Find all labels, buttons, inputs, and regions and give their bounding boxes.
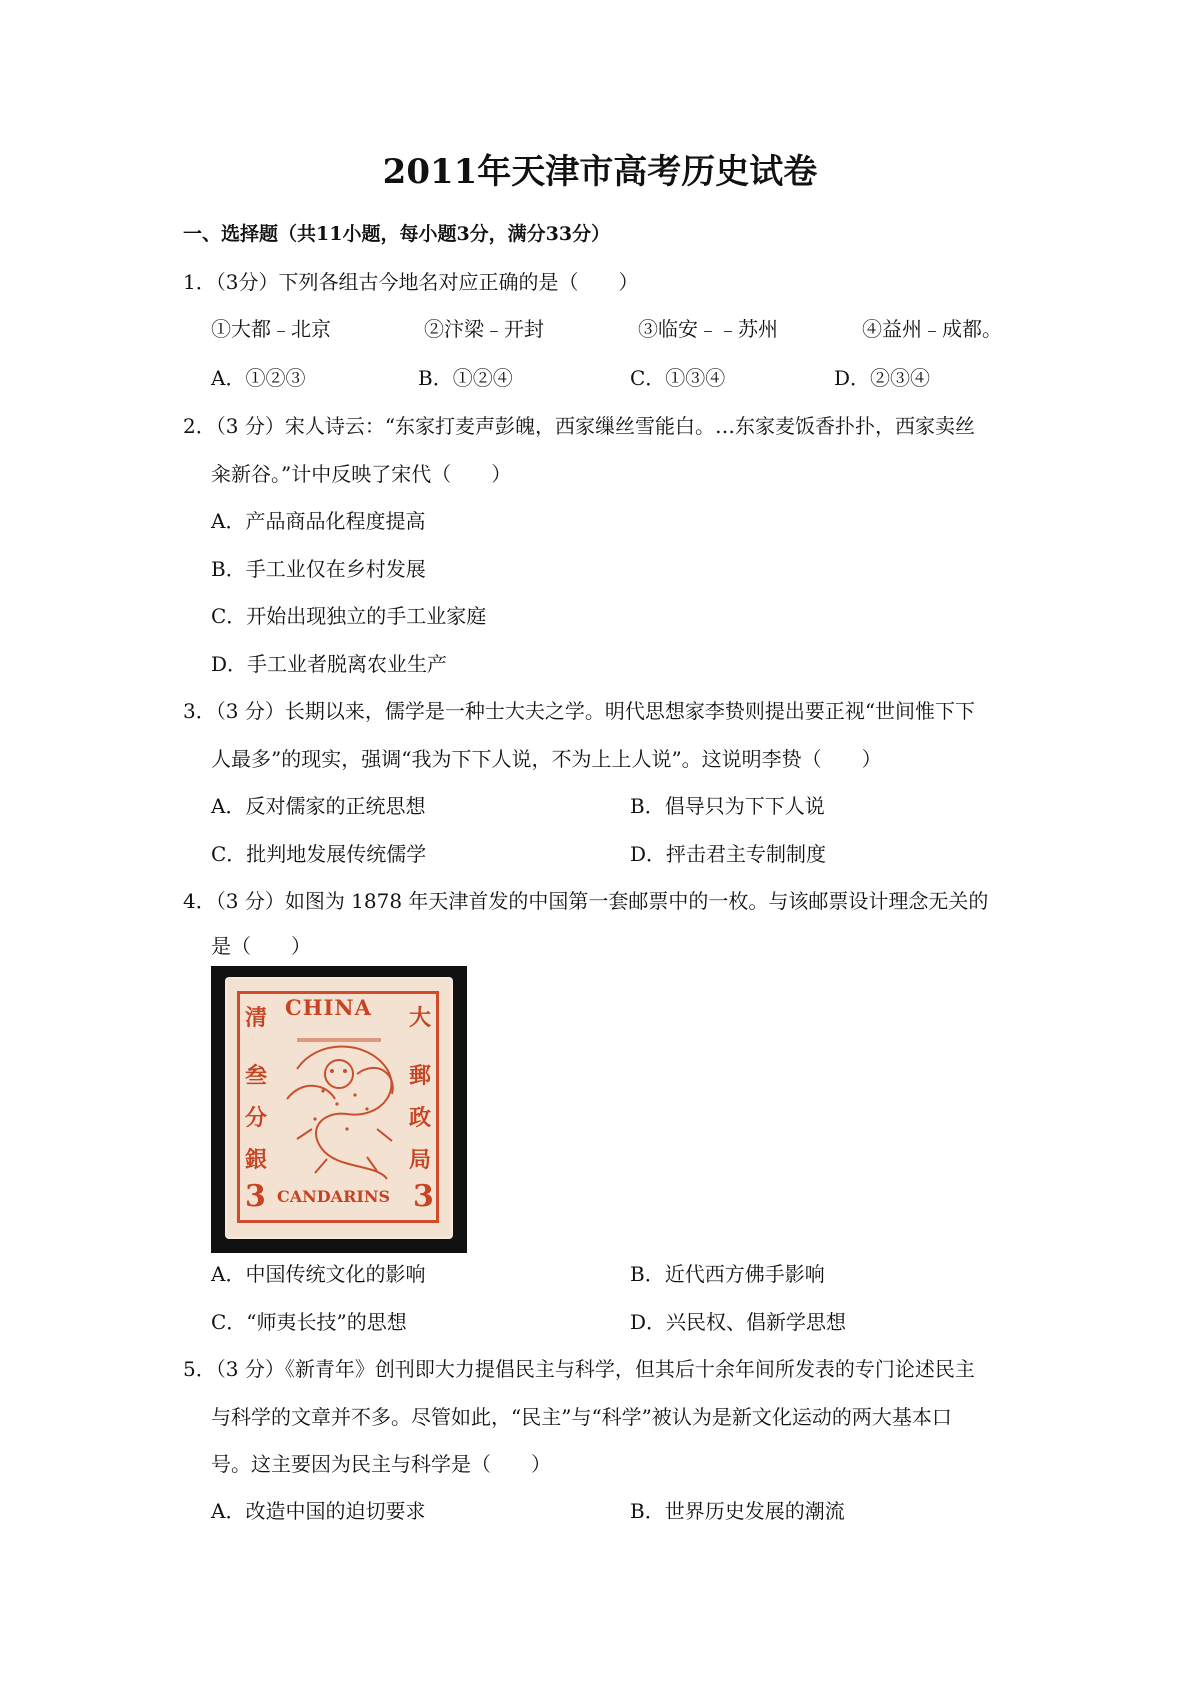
- question-number: 2．: [183, 414, 216, 438]
- q5-stem-continued-2: 号。这主要因为民主与科学是（ ）: [211, 1452, 551, 1476]
- q2-option-a[interactable]: A．产品商品化程度提高: [211, 509, 426, 533]
- question-stem: （3 分）长期以来，儒学是一种士大夫之学。明代思想家李贽则提出要正视“世间惟下下: [215, 699, 976, 723]
- question-5: [183, 1355, 975, 1383]
- question-number: 1．: [183, 270, 216, 294]
- q1-item-3: ③临安﹣﹣苏州: [638, 317, 778, 341]
- stamp-value-right: 3: [413, 1179, 434, 1214]
- q4-stem-continued: 是（ ）: [211, 934, 311, 958]
- q2-option-d[interactable]: D．手工业者脱离农业生产: [211, 652, 448, 676]
- q5-option-a[interactable]: A．改造中国的迫切要求: [211, 1499, 426, 1523]
- question-2: [183, 412, 975, 440]
- question-1: [183, 268, 638, 296]
- stamp-left-char-1: 清: [245, 1005, 268, 1031]
- stamp-right-char-1: 大: [409, 1005, 432, 1031]
- q1-option-b[interactable]: B．①②④: [418, 366, 513, 390]
- q1-item-1: ①大都﹣北京: [211, 317, 331, 341]
- question-stem: （3 分）《新青年》创刊即大力提倡民主与科学，但其后十余年间所发表的专门论述民主: [215, 1357, 975, 1381]
- q5-stem-continued-1: 与科学的文章并不多。尽管如此，“民主”与“科学”被认为是新文化运动的两大基本口: [211, 1405, 952, 1429]
- q5-option-b[interactable]: B．世界历史发展的潮流: [630, 1499, 845, 1523]
- q4-option-a[interactable]: A．中国传统文化的影响: [211, 1262, 426, 1286]
- question-3: [183, 697, 975, 725]
- question-number: 4．: [183, 889, 216, 913]
- stamp-value-left: 3: [245, 1179, 266, 1214]
- q3-stem-continued: 人最多”的现实，强调“我为下下人说，不为上上人说”。这说明李贽（ ）: [211, 747, 882, 771]
- q4-option-c[interactable]: C．“师夷长技”的思想: [211, 1310, 407, 1334]
- question-stem: （3 分）宋人诗云：“东家打麦声彭魄，西家缫丝雪能白。…东家麦饭香扑扑，西家卖丝: [215, 414, 976, 438]
- stamp-left-char-2: 叁: [245, 1063, 268, 1089]
- stamp-china-label: CHINA: [285, 995, 372, 1020]
- q3-option-d[interactable]: D．抨击君主专制制度: [630, 842, 827, 866]
- dragon-stamp-image: [211, 966, 467, 1253]
- stamp-right-char-2: 郵: [409, 1063, 432, 1089]
- q2-stem-continued: 籴新谷。”计中反映了宋代（ ）: [211, 462, 512, 486]
- q3-option-b[interactable]: B．倡导只为下下人说: [630, 794, 825, 818]
- question-number: 5．: [183, 1357, 216, 1381]
- stamp-candarins-label: CANDARINS: [277, 1187, 391, 1206]
- q1-option-a[interactable]: A．①②③: [211, 366, 306, 390]
- q3-option-c[interactable]: C．批判地发展传统儒学: [211, 842, 427, 866]
- question-number: 3．: [183, 699, 216, 723]
- q1-option-d[interactable]: D．②③④: [834, 366, 931, 390]
- q4-option-b[interactable]: B．近代西方佛手影响: [630, 1262, 825, 1286]
- stamp-left-char-3: 分: [245, 1105, 268, 1131]
- q2-option-b[interactable]: B．手工业仅在乡村发展: [211, 557, 426, 581]
- question-stem: （3分）下列各组古今地名对应正确的是（ ）: [215, 270, 639, 294]
- stamp-right-char-3: 政: [409, 1105, 432, 1131]
- section-heading: 一、选择题（共11小题，每小题3分，满分33分）: [183, 223, 611, 245]
- stamp-paper: [227, 979, 451, 1237]
- q3-option-a[interactable]: A．反对儒家的正统思想: [211, 794, 426, 818]
- stamp-left-char-4: 銀: [245, 1147, 268, 1173]
- question-stem: （3 分）如图为 1878 年天津首发的中国第一套邮票中的一枚。与该邮票设计理念无关的: [215, 889, 989, 913]
- q4-option-d[interactable]: D．兴民权、倡新学思想: [630, 1310, 847, 1334]
- q1-item-2: ②汴梁﹣开封: [424, 317, 544, 341]
- q1-item-4: ④益州﹣成都。: [862, 317, 1002, 341]
- q2-option-c[interactable]: C．开始出现独立的手工业家庭: [211, 604, 487, 628]
- stamp-right-char-4: 局: [409, 1147, 432, 1173]
- question-4: [183, 887, 988, 915]
- q1-option-c[interactable]: C．①③④: [630, 366, 726, 390]
- page-title: 2011年天津市高考历史试卷: [382, 152, 818, 192]
